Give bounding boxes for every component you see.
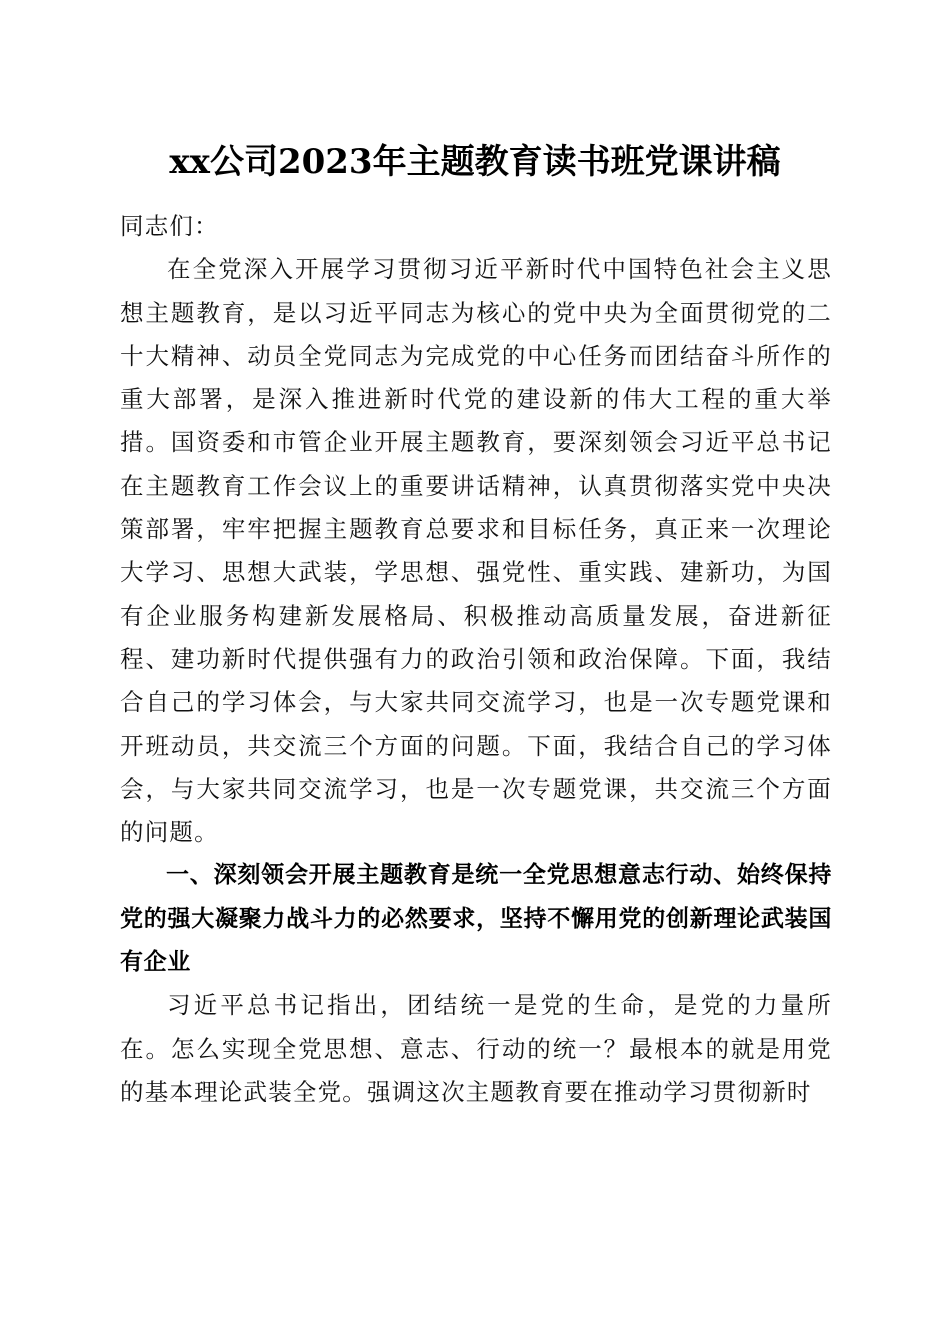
- document-title: xx公司2023年主题教育读书班党课讲稿: [169, 142, 781, 182]
- intro-paragraph: 在全党深入开展学习贯彻习近平新时代中国特色社会主义思想主题教育，是以习近平同志为核心的党中央为全面贯彻党的二十大精神、动员全党同志为完成党的中心任务而团结奋斗所作的重大部署，是深入推进新时代党的建设新的伟大工程的重大举措。国资委和市管企业开展主题教育，要深刻领会习近平总书记在主题教育工作会议上的重要讲话精神，认真贯彻落实党中央决策部署，牢牢把握主题教育总要求和目标任务，真正来一次理论大学习、思想大武装，学思想、强党性、重实践、建新功，为国有企业服务构建新发展格局、积极推动高质量发展，奋进新征程、建功新时代提供强有力的政治引领和政治保障。下面，我结合自己的学习体会，与大家共同交流学习，也是一次专题党课和开班动员，共交流三个方面的问题。下面，我结合自己的学习体会，与大家共同交流学习，也是一次专题党课，共交流三个方面的问题。: [120, 255, 832, 847]
- section-one-heading: 一、深刻领会开展主题教育是统一全党思想意志行动、始终保持党的强大凝聚力战斗力的必然要求，坚持不懈用党的创新理论武装国有企业: [120, 862, 832, 976]
- section-one-paragraph: 习近平总书记指出，团结统一是党的生命，是党的力量所在。怎么实现全党思想、意志、行动的统一？最根本的就是用党的基本理论武装全党。强调这次主题教育要在推动学习贯彻新时: [120, 991, 832, 1106]
- salutation: 同志们：: [120, 212, 219, 240]
- document-body: [120, 205, 832, 1114]
